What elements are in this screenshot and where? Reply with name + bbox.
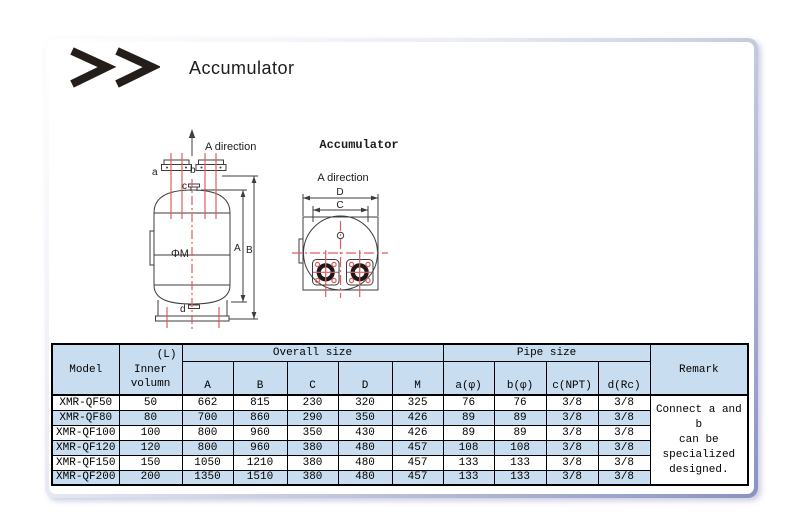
cell: 960 (233, 440, 287, 455)
cell: 290 (287, 410, 338, 425)
cell-model: XMR-QF50 (52, 395, 119, 410)
nozzle-a-label: a (152, 167, 158, 178)
table-row (52, 455, 748, 470)
remark-line: can be (679, 433, 719, 446)
cell: 350 (287, 425, 338, 440)
cell: 3/8 (546, 395, 598, 410)
cell-volume: 200 (119, 470, 182, 485)
column-header-volume (119, 344, 182, 395)
cell: 89 (494, 425, 546, 440)
cell: 457 (392, 455, 443, 470)
cell: 457 (392, 440, 443, 455)
cell: 1210 (233, 455, 287, 470)
cell: 3/8 (598, 410, 650, 425)
dim-c-label: C (336, 200, 344, 211)
cell: 350 (338, 410, 392, 425)
cell: 480 (338, 440, 392, 455)
dim-a-label: A (234, 243, 241, 254)
cell: 133 (494, 455, 546, 470)
cell: 700 (182, 410, 233, 425)
cell: 108 (494, 440, 546, 455)
page-title: Accumulator (189, 58, 295, 78)
table-row (52, 470, 748, 485)
remark-line: Connect a and b (655, 403, 742, 431)
column-header-pipe-a: a(φ) (443, 361, 494, 395)
column-header-model: Model (52, 344, 119, 395)
cell: 860 (233, 410, 287, 425)
column-header-b: B (233, 361, 287, 395)
cell: 380 (287, 440, 338, 455)
cell: 89 (443, 425, 494, 440)
cell: 3/8 (598, 470, 650, 485)
logo-chevrons-icon (68, 47, 160, 89)
column-header-m: M (392, 361, 443, 395)
cell: 3/8 (546, 455, 598, 470)
cell: 89 (443, 410, 494, 425)
cell: 3/8 (598, 440, 650, 455)
remark-line: designed. (669, 463, 729, 476)
cell-model: XMR-QF120 (52, 440, 119, 455)
column-header-c: C (287, 361, 338, 395)
cell: 3/8 (598, 395, 650, 410)
table-row (52, 425, 748, 440)
cell: 3/8 (598, 455, 650, 470)
cell: 89 (494, 410, 546, 425)
cell: 3/8 (546, 425, 598, 440)
remark-cell (650, 395, 748, 485)
cell: 380 (287, 455, 338, 470)
cell: 3/8 (546, 470, 598, 485)
cell: 1050 (182, 455, 233, 470)
cell: 480 (338, 470, 392, 485)
cell: 133 (443, 470, 494, 485)
cell: 133 (494, 470, 546, 485)
cell: 457 (392, 470, 443, 485)
volume-unit-label: (L) (156, 349, 177, 361)
column-header-a: A (182, 361, 233, 395)
cell: 1510 (233, 470, 287, 485)
cell: 480 (338, 455, 392, 470)
cell: 3/8 (546, 440, 598, 455)
cell: 230 (287, 395, 338, 410)
cell: 960 (233, 425, 287, 440)
cell-volume: 100 (119, 425, 182, 440)
remark-line: specialized (662, 448, 736, 461)
cell-model: XMR-QF200 (52, 470, 119, 485)
side-view-direction-label: A direction (205, 141, 257, 153)
cell-volume: 50 (119, 395, 182, 410)
nozzle-b-label: b (190, 165, 196, 176)
cell: 662 (182, 395, 233, 410)
cell-model: XMR-QF80 (52, 410, 119, 425)
cell: 76 (494, 395, 546, 410)
cell: 3/8 (598, 425, 650, 440)
dim-d-label: D (336, 187, 344, 198)
column-header-pipe-c: c(NPT) (546, 361, 598, 395)
table-row (52, 440, 748, 455)
cell: 133 (443, 455, 494, 470)
cell: 800 (182, 440, 233, 455)
cell-volume: 120 (119, 440, 182, 455)
column-group-pipe-size: Pipe size (443, 344, 650, 361)
cell: 3/8 (546, 410, 598, 425)
column-header-pipe-b: b(φ) (494, 361, 546, 395)
diameter-label: ΦM (171, 248, 189, 260)
fitting-c-label: c (182, 181, 187, 192)
cell: 426 (392, 410, 443, 425)
cell: 108 (443, 440, 494, 455)
fitting-d-label: d (180, 304, 186, 315)
cell: 76 (443, 395, 494, 410)
cell-volume: 150 (119, 455, 182, 470)
spec-table (51, 343, 749, 486)
top-view-direction-label: A direction (317, 172, 369, 184)
dim-b-label: B (246, 245, 253, 256)
table-row (52, 410, 748, 425)
cell: 815 (233, 395, 287, 410)
cell: 380 (287, 470, 338, 485)
cell-model: XMR-QF100 (52, 425, 119, 440)
volume-label-line2: volumn (130, 378, 171, 390)
table-row (52, 395, 748, 410)
cell-volume: 80 (119, 410, 182, 425)
cell-model: XMR-QF150 (52, 455, 119, 470)
top-view-title: Accumulator (319, 138, 399, 152)
cell: 1350 (182, 470, 233, 485)
volume-label-line1: Inner (133, 364, 167, 376)
column-group-overall-size: Overall size (182, 344, 443, 361)
cell: 325 (392, 395, 443, 410)
column-header-pipe-d: d(Rc) (598, 361, 650, 395)
cell: 320 (338, 395, 392, 410)
cell: 426 (392, 425, 443, 440)
cell: 430 (338, 425, 392, 440)
column-header-remark: Remark (650, 344, 748, 395)
cell: 800 (182, 425, 233, 440)
column-header-d: D (338, 361, 392, 395)
